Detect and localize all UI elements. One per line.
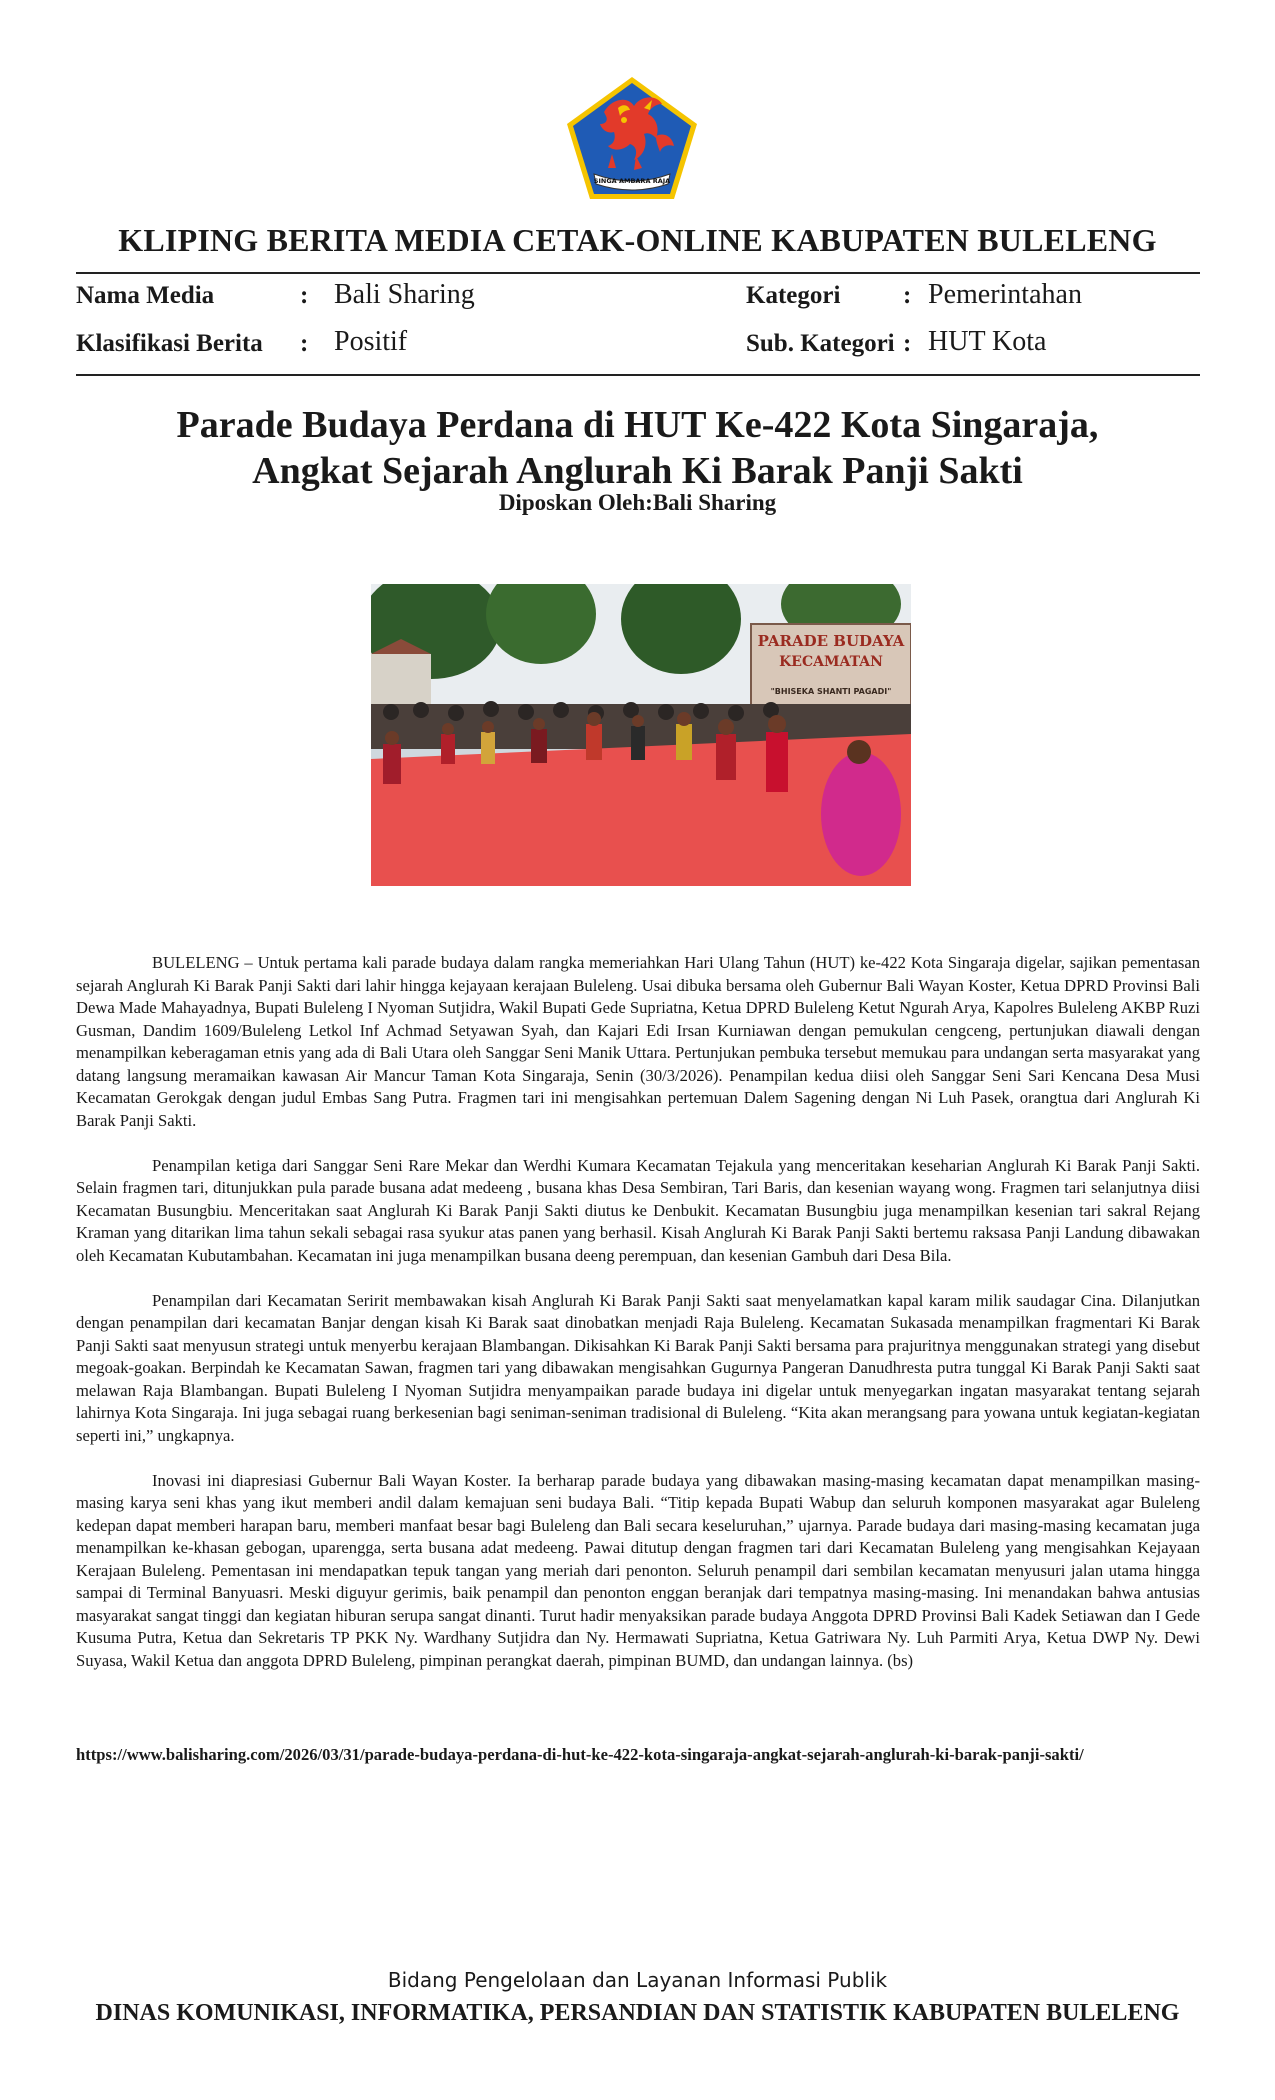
article-body	[76, 952, 1200, 1695]
kategori-label: Kategori	[746, 282, 841, 309]
logo-caption: SINGA AMBARA RAJA	[593, 177, 671, 185]
media-value: Bali Sharing	[334, 279, 475, 310]
article-byline: Diposkan Oleh:Bali Sharing	[498, 490, 777, 515]
article-title-line-1: Parade Budaya Perdana di HUT Ke-422 Kota Singaraja,	[176, 404, 1099, 446]
klasifikasi-label: Klasifikasi Berita	[76, 330, 263, 357]
article-paragraph-1: BULELENG – Untuk pertama kali parade budaya dalam rangka memeriahkan Hari Ulang Tahun (HUT) ke-422 Kota Singaraja digelar, sajikan pementasan sejarah Anglurah Ki Barak Panji Sakti dari lahir hingga kejayaan kerajaan Buleleng. Usai dibuka bersama oleh Gubernur Bali Wayan Koster, Ketua DPRD Provinsi Bali Dewa Made Mahayadnya, Bupati Buleleng I Nyoman Sutjidra, Wakil Bupati Gede Supriatna, Ketua DPRD Buleleng Ketut Ngurah Arya, Kapolres Buleleng AKBP Ruzi Gusman, Dandim 1609/Buleleng Letkol Inf Achmad Setyawan Syah, dan Kajari Edi Irsan Kurniawan dengan pemukulan cengceng, pertunjukan diawali dengan menampilkan keberagaman etnis yang ada di Bali Utara oleh Sanggar Seni Manik Uttara. Pertunjukan pembuka tersebut memukau para undangan serta masyarakat yang datang langsung meramaikan kawasan Air Mancur Taman Kota Singaraja, Senin (30/3/2026). Penampilan kedua diisi oleh Sanggar Seni Sari Kencana Desa Musi Kecamatan Gerokgak dengan judul Embas Sang Putra. Fragmen tari ini mengisahkan pertemuan Dalem Sagening dengan Ni Luh Pasek, orangtua dari Anglurah Ki Barak Panji Sakti.	[76, 953, 1200, 1130]
source-url[interactable]: https://www.balisharing.com/2026/03/31/parade-budaya-perdana-di-hut-ke-422-kota-singaraja-angkat-sejarah-anglurah-ki-barak-panji-sakti/	[76, 1745, 1084, 1764]
article-paragraph-3: Penampilan dari Kecamatan Seririt membawakan kisah Anglurah Ki Barak Panji Sakti saat menyelamatkan kapal karam milik saudagar Cina. Dilanjutkan dengan penampilan dari kecamatan Banjar dengan kisah Ki Barak saat dinobatkan menjadi Raja Buleleng. Kecamatan Sukasada menampilkan fragmentari Ki Barak Panji Sakti saat menyusun strategi untuk menyerbu kerajaan Blambangan. Dikisahkan Ki Barak Panji Sakti bersama para prajuritnya menggunakan strategi yang disebut megoak-goakan. Berpindah ke Kecamatan Sawan, fragmen tari yang dibawakan mengisahkan Gugurnya Pangeran Danudhresta putra tunggal Ki Barak Panji Sakti saat melawan Raja Blambangan. Bupati Buleleng I Nyoman Sutjidra menyampaikan parade budaya ini digelar untuk menyegarkan ingatan masyarakat tentang sejarah lahirnya Kota Singaraja. Ini juga sebagai ruang berkesenian bagi seniman-seniman tradisional di Buleleng. “Kita akan merangsang para yowana untuk kegiatan-kegiatan seperti ini,” ungkapnya.	[76, 1290, 1200, 1445]
kategori-colon: :	[903, 282, 912, 309]
header-divider-bottom	[76, 374, 1200, 376]
header-divider-top	[76, 272, 1200, 274]
article-paragraph-4: Inovasi ini diapresiasi Gubernur Bali Wayan Koster. Ia berharap parade budaya yang dibawakan masing-masing kecamatan dapat menampilkan masing-masing karya seni khas yang ikut memberi andil dalam kemajuan seni budaya Bali. “Titip kepada Bupati Wabup dan seluruh komponen masyarakat agar Buleleng kedepan dapat memberi harapan baru, memberi manfaat besar bagi Buleleng dan Bali secara keseluruhan,” ujarnya. Parade budaya dari masing-masing kecamatan juga menampilkan ke-khasan gebogan, uparengga, serta busana adat medeeng. Pawai ditutup dengan fragmen tari dari Kecamatan Buleleng yang mengisahkan Kejayaan Kerajaan Buleleng. Pementasan ini mendapatkan tepuk tangan yang meriah dari penonton. Seluruh penampil dari sembilan kecamatan menyusuri jalan utama hingga sampai di Terminal Banyuasri. Meski diguyur gerimis, baik penampil dan penonton enggan beranjak dari tempatnya masing-masing. Ini menandakan bahwa antusias masyarakat sangat tinggi dan kegiatan hiburan serupa sangat dinanti. Turut hadir menyaksikan parade budaya Anggota DPRD Provinsi Bali Kadek Setiawan dan I Gede Kusuma Putra, Ketua dan Sekretaris TP PKK Ny. Wardhany Sutjidra dan Ny. Hermawati Supriatna, Ketua Gatriwara Ny. Luh Parmiti Arya, Ketua DWP Ny. Dewi Suyasa, Wakil Ketua dan anggota DPRD Buleleng, pimpinan perangkat daerah, pimpinan BUMD, dan undangan lainnya. (bs)	[76, 1470, 1200, 1670]
media-colon: :	[300, 282, 309, 309]
singa-ambara-raja-logo	[564, 74, 700, 202]
footer-department: Bidang Pengelolaan dan Layanan Informasi Publik	[387, 1968, 888, 1992]
clipping-header-title: KLIPING BERITA MEDIA CETAK-ONLINE KABUPATEN BULELENG	[118, 222, 1157, 258]
kategori-value: Pemerintahan	[928, 279, 1082, 310]
subkategori-colon: :	[903, 330, 912, 357]
article-paragraph-2: Penampilan ketiga dari Sanggar Seni Rare Mekar dan Werdhi Kumara Kecamatan Tejakula yang menceritakan keseharian Anglurah Ki Barak Panji Sakti. Selain fragmen tari, ditunjukkan pula parade busana adat medeeng , busana khas Desa Sembiran, Tari Baris, dan kesenian wayang wong. Fragmen tari selanjutnya diisi Kecamatan Busungbiu. Menceritakan saat Anglurah Ki Barak Panji Sakti diutus ke Denbukit. Kecamatan Busungbiu juga menampilkan kesenian tari sakral Rejang Kraman yang ditarikan lima tahun sekali sebagai rasa syukur atas panen yang berhasil. Kisah Anglurah Ki Barak Panji Sakti bertemu raksasa Panji Landung dibawakan oleh Kecamatan Kubutambahan. Kecamatan ini juga menampilkan busana deeng perempuan, dan kesenian Gambuh dari Desa Bila.	[76, 1155, 1200, 1265]
subkategori-label: Sub. Kategori	[746, 330, 895, 357]
klasifikasi-value: Positif	[334, 326, 408, 357]
banner-text-2: KECAMATAN	[779, 654, 883, 670]
banner-text-1: PARADE BUDAYA	[757, 632, 905, 650]
banner-text-3: "BHISEKA SHANTI PAGADI"	[770, 687, 892, 696]
footer-agency: DINAS KOMUNIKASI, INFORMATIKA, PERSANDIAN DAN STATISTIK KABUPATEN BULELENG	[95, 2000, 1180, 2026]
article-photo	[371, 584, 911, 886]
subkategori-value: HUT Kota	[928, 326, 1047, 357]
klasifikasi-colon: :	[300, 330, 309, 357]
article-title-line-2: Angkat Sejarah Anglurah Ki Barak Panji Sakti	[252, 450, 1023, 492]
media-label: Nama Media	[76, 282, 215, 309]
article-title	[0, 402, 1275, 494]
